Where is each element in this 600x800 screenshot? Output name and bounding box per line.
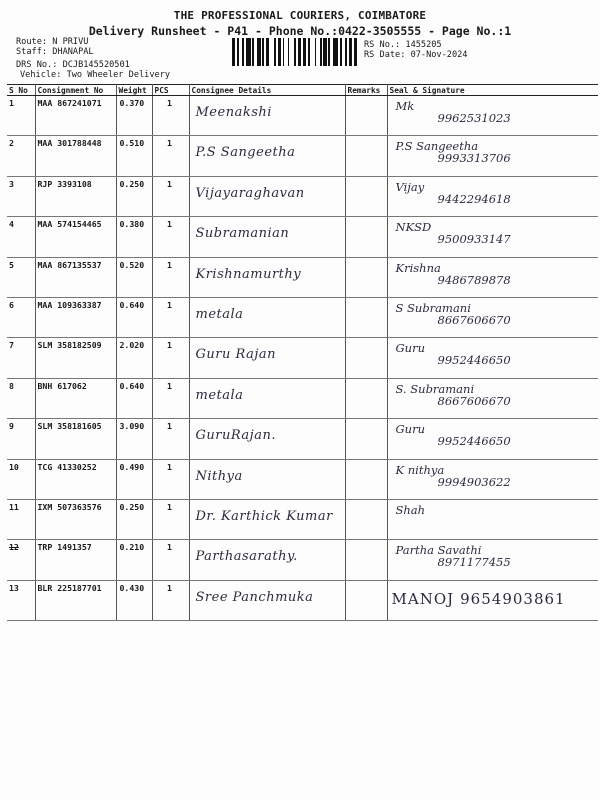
signature-phone: 8667606670	[437, 312, 511, 327]
handwritten-consignee: metala	[195, 387, 244, 403]
row-consignee-cell	[189, 459, 345, 499]
signature-phone: 9442294618	[437, 191, 511, 206]
col-consignee: Consignee Details	[189, 85, 345, 96]
row-remarks	[345, 419, 387, 459]
handwritten-signature	[396, 262, 511, 286]
handwritten-consignee: Guru Rajan	[195, 347, 276, 363]
handwritten-signature	[396, 302, 511, 326]
row-signature-cell	[387, 257, 598, 297]
row-remarks	[345, 378, 387, 418]
signature-text: Vijay	[395, 179, 425, 194]
handwritten-consignee: Subramanian	[195, 226, 290, 242]
signature-text: P.S Sangeetha	[395, 139, 479, 154]
row-remarks	[345, 499, 387, 539]
vehicle-label: Vehicle: Two Wheeler Delivery	[20, 70, 171, 80]
row-signature-cell	[387, 499, 598, 539]
row-consignment-no: MAA 574154465	[35, 217, 116, 257]
row-consignee-cell	[189, 136, 345, 176]
handwritten-consignee: Meenakshi	[195, 105, 272, 120]
row-signature-cell	[387, 136, 598, 176]
row-pcs: 1	[152, 580, 189, 620]
row-remarks	[345, 459, 387, 499]
handwritten-signature	[396, 181, 511, 205]
table-row	[7, 459, 598, 499]
row-consignment-no: MAA 867241071	[35, 96, 116, 136]
col-weight: Weight	[116, 85, 152, 96]
row-weight: 0.380	[116, 217, 152, 257]
row-sno: 8	[7, 378, 35, 418]
row-pcs: 1	[152, 96, 189, 136]
barcode	[232, 38, 359, 66]
handwritten-consignee: Vijayaraghavan	[195, 185, 305, 201]
signature-phone: 9993313706	[437, 151, 511, 166]
col-pcs: PCS	[152, 85, 189, 96]
row-weight: 2.020	[116, 338, 152, 378]
row-pcs: 1	[152, 459, 189, 499]
col-remarks: Remarks	[345, 85, 387, 96]
row-sno: 6	[7, 297, 35, 337]
handwritten-consignee: Parthasarathy.	[195, 549, 298, 565]
row-weight: 0.370	[116, 96, 152, 136]
handwritten-signature	[396, 504, 438, 516]
handwritten-signature	[396, 464, 511, 488]
row-sno: 9	[7, 419, 35, 459]
signature-text: Mk	[395, 99, 415, 113]
row-consignment-no: BNH 617062	[35, 378, 116, 418]
signature-phone: 8971177455	[437, 555, 511, 570]
signature-text: Partha Savathi	[395, 543, 482, 558]
row-sno: 1	[7, 96, 35, 136]
row-consignee-cell	[189, 297, 345, 337]
table-row	[7, 257, 598, 297]
row-consignee-cell	[189, 540, 345, 580]
handwritten-consignee: Sree Panchmuka	[195, 589, 314, 605]
row-consignee-cell	[189, 257, 345, 297]
row-pcs: 1	[152, 499, 189, 539]
staff-label: Staff: DHANAPAL	[16, 47, 94, 57]
row-weight: 0.430	[116, 580, 152, 620]
col-sno: S No	[7, 85, 35, 96]
row-remarks	[345, 338, 387, 378]
handwritten-signature	[396, 423, 511, 447]
table-row	[7, 378, 598, 418]
table-row	[7, 338, 598, 378]
row-consignee-cell	[189, 580, 345, 620]
row-remarks	[345, 96, 387, 136]
row-signature-cell	[387, 96, 598, 136]
row-consignment-no: TRP 1491357	[35, 540, 116, 580]
row-consignment-no: MAA 301788448	[35, 136, 116, 176]
row-consignee-cell	[189, 499, 345, 539]
row-consignee-cell	[189, 338, 345, 378]
row-signature-cell	[387, 217, 598, 257]
row-signature-cell	[387, 297, 598, 337]
row-consignee-cell	[189, 176, 345, 216]
row-consignment-no: SLM 358182509	[35, 338, 116, 378]
handwritten-signature	[396, 140, 511, 164]
handwritten-signature	[396, 544, 511, 568]
table-row	[7, 136, 598, 176]
handwritten-consignee: Dr. Karthick Kumar	[195, 508, 333, 524]
row-sno: 7	[7, 338, 35, 378]
row-consignment-no: IXM 507363576	[35, 499, 116, 539]
row-pcs: 1	[152, 176, 189, 216]
signature-phone: 9500933147	[437, 232, 511, 247]
row-consignment-no: MAA 867135537	[35, 257, 116, 297]
signature-phone: 9994903622	[437, 474, 511, 489]
signature-text: Guru	[395, 341, 425, 356]
row-pcs: 1	[152, 338, 189, 378]
row-weight: 0.250	[116, 176, 152, 216]
row-weight: 0.640	[116, 297, 152, 337]
table-row	[7, 176, 598, 216]
row-sno: 5	[7, 257, 35, 297]
col-signature: Seal & Signature	[387, 85, 598, 96]
row-signature-cell	[387, 459, 598, 499]
signature-text: MANOJ	[391, 589, 455, 608]
handwritten-consignee: Krishnamurthy	[195, 266, 302, 282]
table-row	[7, 419, 598, 459]
company-title: THE PROFESSIONAL COURIERS, COIMBATORE	[173, 9, 427, 22]
table-row	[7, 499, 598, 539]
signature-phone: 9952446650	[437, 353, 511, 368]
row-signature-cell	[387, 540, 598, 580]
row-weight: 0.210	[116, 540, 152, 580]
table-row	[7, 540, 598, 580]
row-weight: 0.520	[116, 257, 152, 297]
signature-text: S Subramani	[395, 300, 471, 315]
row-remarks	[345, 136, 387, 176]
handwritten-consignee: Nithya	[195, 468, 243, 484]
row-sno: 10	[7, 459, 35, 499]
row-consignee-cell	[189, 419, 345, 459]
row-consignment-no: SLM 358181605	[35, 419, 116, 459]
row-signature-cell	[387, 338, 598, 378]
row-signature-cell	[387, 176, 598, 216]
row-consignment-no: RJP 3393108	[35, 176, 116, 216]
row-sno: 3	[7, 176, 35, 216]
rs-number: RS No.: 1455205	[364, 40, 442, 50]
row-pcs: 1	[152, 378, 189, 418]
drs-label: DRS No.: DCJB145520501	[16, 60, 130, 70]
row-sno: 13	[7, 580, 35, 620]
row-remarks	[345, 580, 387, 620]
row-remarks	[345, 297, 387, 337]
row-weight: 0.490	[116, 459, 152, 499]
row-consignment-no: MAA 109363387	[35, 297, 116, 337]
signature-phone: 8667606670	[437, 393, 511, 408]
row-consignee-cell	[189, 96, 345, 136]
row-remarks	[345, 176, 387, 216]
signature-text: K nithya	[395, 462, 445, 477]
handwritten-signature	[396, 221, 511, 245]
table-header-row	[7, 85, 598, 96]
row-remarks	[345, 217, 387, 257]
row-remarks	[345, 540, 387, 580]
row-remarks	[345, 257, 387, 297]
route-label: Route: N PRIVU	[16, 37, 89, 47]
handwritten-consignee: metala	[195, 306, 244, 322]
row-weight: 0.250	[116, 499, 152, 539]
handwritten-signature	[391, 589, 566, 608]
runsheet-subtitle: Delivery Runsheet - P41 - Phone No.:0422-3505555 - Page No.:1	[88, 24, 512, 38]
row-pcs: 1	[152, 257, 189, 297]
row-pcs: 1	[152, 217, 189, 257]
row-weight: 0.510	[116, 136, 152, 176]
signature-phone: 9654903861	[460, 589, 566, 608]
signature-text: Guru	[395, 422, 425, 437]
row-pcs: 1	[152, 540, 189, 580]
signature-text: Shah	[395, 502, 426, 517]
table-row	[7, 297, 598, 337]
row-consignee-cell	[189, 217, 345, 257]
row-weight: 0.640	[116, 378, 152, 418]
handwritten-consignee: GuruRajan.	[195, 428, 276, 444]
row-signature-cell	[387, 419, 598, 459]
barcode-gap	[357, 38, 359, 66]
signature-phone: 9952446650	[437, 434, 511, 449]
row-sno: 4	[7, 217, 35, 257]
row-consignment-no: BLR 225187701	[35, 580, 116, 620]
row-pcs: 1	[152, 419, 189, 459]
row-consignment-no: TCG 41330252	[35, 459, 116, 499]
row-signature-cell	[387, 378, 598, 418]
signature-text: NKSD	[395, 220, 432, 235]
row-sno: 11	[7, 499, 35, 539]
row-signature-cell	[387, 580, 598, 620]
handwritten-signature	[396, 342, 511, 366]
handwritten-consignee: P.S Sangeetha	[195, 145, 296, 161]
rs-date: RS Date: 07-Nov-2024	[364, 50, 468, 60]
table-row	[7, 96, 598, 136]
row-pcs: 1	[152, 136, 189, 176]
row-pcs: 1	[152, 297, 189, 337]
runsheet-table	[7, 84, 598, 621]
row-sno: 2	[7, 136, 35, 176]
signature-text: Krishna	[395, 260, 441, 275]
signature-phone: 9486789878	[437, 272, 511, 287]
row-sno: 12	[7, 540, 35, 580]
handwritten-signature	[396, 100, 511, 124]
row-consignee-cell	[189, 378, 345, 418]
signature-text: S. Subramani	[395, 381, 475, 396]
signature-phone: 9962531023	[437, 111, 511, 125]
handwritten-signature	[396, 383, 511, 407]
table-row	[7, 580, 598, 620]
col-consignment: Consignment No	[35, 85, 116, 96]
row-weight: 3.090	[116, 419, 152, 459]
table-row	[7, 217, 598, 257]
